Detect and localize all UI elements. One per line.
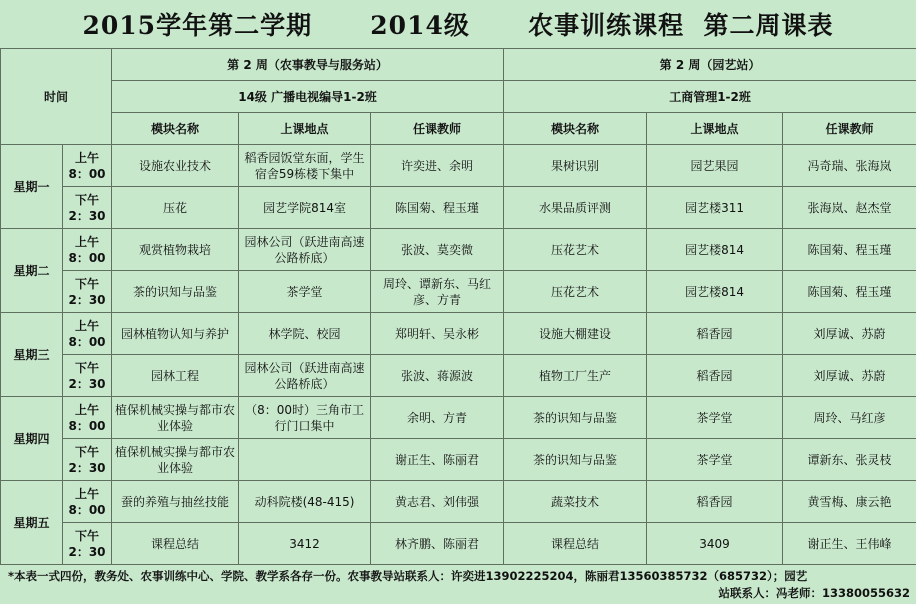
module-name-cell: 设施农业技术 xyxy=(112,145,239,187)
teacher-cell: 张海岚、赵杰堂 xyxy=(783,187,916,229)
column-header-location: 上课地点 xyxy=(647,113,783,145)
module-name-cell: 压花艺术 xyxy=(504,229,647,271)
teacher-cell: 许奕进、余明 xyxy=(371,145,504,187)
period-cell xyxy=(63,355,112,397)
location-cell xyxy=(239,439,371,481)
location-cell: 稻香园 xyxy=(647,355,783,397)
period-label: 上午 xyxy=(75,486,100,501)
period-cell xyxy=(63,145,112,187)
table-row xyxy=(1,313,916,355)
table-row xyxy=(1,187,916,229)
module-name-cell: 植保机械实操与都市农业体验 xyxy=(112,439,239,481)
teacher-cell: 黄志君、刘伟强 xyxy=(371,481,504,523)
location-cell: 林学院、校园 xyxy=(239,313,371,355)
module-name-cell: 茶的识知与品鉴 xyxy=(504,397,647,439)
period-time: 2：30 xyxy=(68,208,106,223)
period-time: 8：00 xyxy=(68,502,106,517)
module-name-cell: 植保机械实操与都市农业体验 xyxy=(112,397,239,439)
page-title: 2015学年第二学期 2014级 农事训练课程 第二周课表 xyxy=(82,11,834,40)
location-cell: 稻香园饭堂东面，学生宿舍59栋楼下集中 xyxy=(239,145,371,187)
period-time: 8：00 xyxy=(68,166,106,181)
module-name-cell: 果树识别 xyxy=(504,145,647,187)
period-time: 8：00 xyxy=(68,418,106,433)
right-class-header: 工商管理1-2班 xyxy=(504,81,916,113)
footer-line-2: 站联系人：冯老师：13380055632 xyxy=(718,586,910,600)
table-row xyxy=(1,397,916,439)
table-row xyxy=(1,439,916,481)
module-name-cell: 课程总结 xyxy=(504,523,647,565)
table-row xyxy=(1,229,916,271)
column-header-module: 模块名称 xyxy=(504,113,647,145)
period-cell xyxy=(63,313,112,355)
teacher-cell: 林齐鹏、陈丽君 xyxy=(371,523,504,565)
period-cell xyxy=(63,271,112,313)
period-label: 下午 xyxy=(75,528,100,543)
period-label: 上午 xyxy=(75,150,100,165)
module-name-cell: 园林工程 xyxy=(112,355,239,397)
module-name-cell: 植物工厂生产 xyxy=(504,355,647,397)
left-class-header: 14级 广播电视编导1-2班 xyxy=(112,81,504,113)
location-cell: 茶学堂 xyxy=(647,397,783,439)
teacher-cell: 谭新东、张灵枝 xyxy=(783,439,916,481)
period-cell xyxy=(63,229,112,271)
teacher-cell: 刘厚诚、苏蔚 xyxy=(783,313,916,355)
location-cell: 园艺楼814 xyxy=(647,229,783,271)
day-label: 星期四 xyxy=(1,397,63,481)
table-row xyxy=(1,145,916,187)
right-week-header: 第 2 周（园艺站） xyxy=(504,49,916,81)
day-label: 星期二 xyxy=(1,229,63,313)
period-cell xyxy=(63,187,112,229)
period-time: 2：30 xyxy=(68,544,106,559)
period-label: 下午 xyxy=(75,444,100,459)
period-time: 8：00 xyxy=(68,250,106,265)
teacher-cell: 张波、莫奕微 xyxy=(371,229,504,271)
day-label: 星期一 xyxy=(1,145,63,229)
location-cell: 茶学堂 xyxy=(647,439,783,481)
module-name-cell: 园林植物认知与养护 xyxy=(112,313,239,355)
module-name-cell: 设施大棚建设 xyxy=(504,313,647,355)
table-row xyxy=(1,355,916,397)
period-label: 上午 xyxy=(75,318,100,333)
column-header-teacher: 任课教师 xyxy=(371,113,504,145)
module-name-cell: 观赏植物栽培 xyxy=(112,229,239,271)
module-name-cell: 蔬菜技术 xyxy=(504,481,647,523)
module-name-cell: 茶的识知与品鉴 xyxy=(504,439,647,481)
table-row xyxy=(1,271,916,313)
location-cell: 园艺果园 xyxy=(647,145,783,187)
footer-note xyxy=(0,565,916,604)
module-name-cell: 茶的识知与品鉴 xyxy=(112,271,239,313)
module-name-cell: 水果品质评测 xyxy=(504,187,647,229)
location-cell: 园艺楼814 xyxy=(647,271,783,313)
footer-line-1: *本表一式四份，教务处、农事训练中心、学院、教学系各存一份。农事教导站联系人：许奕进13902225204，陈丽君13560385732（685732）；园艺 xyxy=(8,569,808,583)
location-cell: 3409 xyxy=(647,523,783,565)
module-name-cell: 压花艺术 xyxy=(504,271,647,313)
period-label: 上午 xyxy=(75,234,100,249)
teacher-cell: 谢正生、陈丽君 xyxy=(371,439,504,481)
teacher-cell: 张波、蒋源波 xyxy=(371,355,504,397)
teacher-cell: 陈国菊、程玉瑾 xyxy=(783,271,916,313)
column-header-location: 上课地点 xyxy=(239,113,371,145)
teacher-cell: 陈国菊、程玉瑾 xyxy=(371,187,504,229)
left-week-header: 第 2 周（农事教导与服务站） xyxy=(112,49,504,81)
period-cell xyxy=(63,397,112,439)
table-row xyxy=(1,481,916,523)
day-label: 星期三 xyxy=(1,313,63,397)
teacher-cell: 黄雪梅、康云艳 xyxy=(783,481,916,523)
period-label: 下午 xyxy=(75,276,100,291)
teacher-cell: 谢正生、王伟峰 xyxy=(783,523,916,565)
period-label: 上午 xyxy=(75,402,100,417)
module-name-cell: 蚕的养殖与抽丝技能 xyxy=(112,481,239,523)
teacher-cell: 陈国菊、程玉瑾 xyxy=(783,229,916,271)
period-label: 下午 xyxy=(75,360,100,375)
location-cell: 3412 xyxy=(239,523,371,565)
schedule-table xyxy=(0,48,916,565)
period-time: 2：30 xyxy=(68,376,106,391)
location-cell: 园艺楼311 xyxy=(647,187,783,229)
period-cell xyxy=(63,439,112,481)
period-time: 8：00 xyxy=(68,334,106,349)
period-cell xyxy=(63,481,112,523)
teacher-cell: 郑明轩、吴永彬 xyxy=(371,313,504,355)
period-label: 下午 xyxy=(75,192,100,207)
period-time: 2：30 xyxy=(68,292,106,307)
day-label: 星期五 xyxy=(1,481,63,565)
teacher-cell: 周玲、谭新东、马红彦、方青 xyxy=(371,271,504,313)
location-cell: 园林公司（跃进南高速公路桥底） xyxy=(239,355,371,397)
table-row xyxy=(1,523,916,565)
period-cell xyxy=(63,523,112,565)
module-name-cell: 压花 xyxy=(112,187,239,229)
teacher-cell: 刘厚诚、苏蔚 xyxy=(783,355,916,397)
column-header-module: 模块名称 xyxy=(112,113,239,145)
column-header-teacher: 任课教师 xyxy=(783,113,916,145)
location-cell: 稻香园 xyxy=(647,481,783,523)
teacher-cell: 周玲、马红彦 xyxy=(783,397,916,439)
teacher-cell: 余明、方青 xyxy=(371,397,504,439)
period-time: 2：30 xyxy=(68,460,106,475)
time-header: 时间 xyxy=(1,49,112,145)
location-cell: 园林公司（跃进南高速公路桥底） xyxy=(239,229,371,271)
location-cell: 稻香园 xyxy=(647,313,783,355)
module-name-cell: 课程总结 xyxy=(112,523,239,565)
location-cell: （8：00时）三角市工行门口集中 xyxy=(239,397,371,439)
teacher-cell: 冯奇瑞、张海岚 xyxy=(783,145,916,187)
location-cell: 动科院楼(48-415) xyxy=(239,481,371,523)
location-cell: 茶学堂 xyxy=(239,271,371,313)
location-cell: 园艺学院814室 xyxy=(239,187,371,229)
